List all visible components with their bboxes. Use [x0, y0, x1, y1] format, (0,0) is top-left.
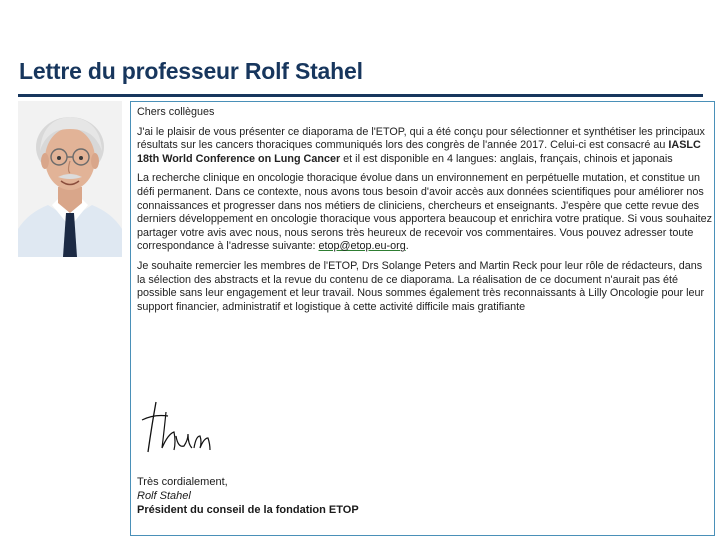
page-title: Lettre du professeur Rolf Stahel — [19, 58, 363, 84]
letter-paragraph-thanks: Je souhaite remercier les membres de l'ETOP, Drs Solange Peters and Martin Reck pour leur rôle de rédacteurs, dans la sélection des abstracts et la revue du contenu de ce diaporama. La réalisation de ce document n'aurait pas été possible sans leur engagement et leur travail. Nous sommes également très reconnaissants à Lilly Oncologie pour leur support financier, administratif et logistique à cette activité difficile mais gratifiante — [137, 259, 705, 313]
signatory-name: Rolf Stahel — [137, 490, 191, 502]
signatory-role: Président du conseil de la fondation ETOP — [137, 504, 359, 516]
letter-greeting: Chers collègues — [137, 106, 215, 118]
research-text-end: . — [405, 240, 409, 253]
contact-email-link[interactable]: etop@etop.eu-org — [318, 240, 406, 253]
letter-paragraph-intro — [137, 126, 713, 167]
closing-salutation: Très cordialement, — [137, 476, 228, 488]
intro-text-start: J'ai le plaisir de vous présenter ce diaporama de l'ETOP, qui a été conçu pour sélectionner et synthétiser les principaux résultats sur les cancers thoraciques communiqués lors des congrès de l'année 2017. Celui-ci est consacré au — [137, 125, 705, 152]
letter-body — [137, 106, 713, 320]
letter-closing — [137, 475, 359, 517]
handwritten-signature — [138, 398, 218, 458]
letter-paragraph-research — [137, 172, 713, 254]
title-divider — [18, 94, 703, 97]
intro-text-end: et il est disponible en 4 langues: anglais, français, chinois et japonais — [340, 152, 673, 165]
research-text: La recherche clinique en oncologie thoracique évolue dans un environnement en perpétuelle mutation, et constitue un défi permanent. Dans ce contexte, nous avons tous besoin d'avoir accès aux données scientifiques pour améliorer nos connaissances et progresser dans nos métiers de cliniciens, chercheurs et enseignants. J'espère que cette revue des derniers développement en oncologie thoracique vous apportera beaucoup et enrichira votre pratique. Si vous souhaitez partager votre avis avec nous, nous serons très heureux de recevoir vos commentaires. Vous pouvez adresser toute correspondance à l'adresse suivante: — [137, 172, 713, 253]
author-portrait — [18, 101, 122, 257]
conference-name: IASLC 18th World Conference on Lung Cancer — [137, 139, 701, 165]
